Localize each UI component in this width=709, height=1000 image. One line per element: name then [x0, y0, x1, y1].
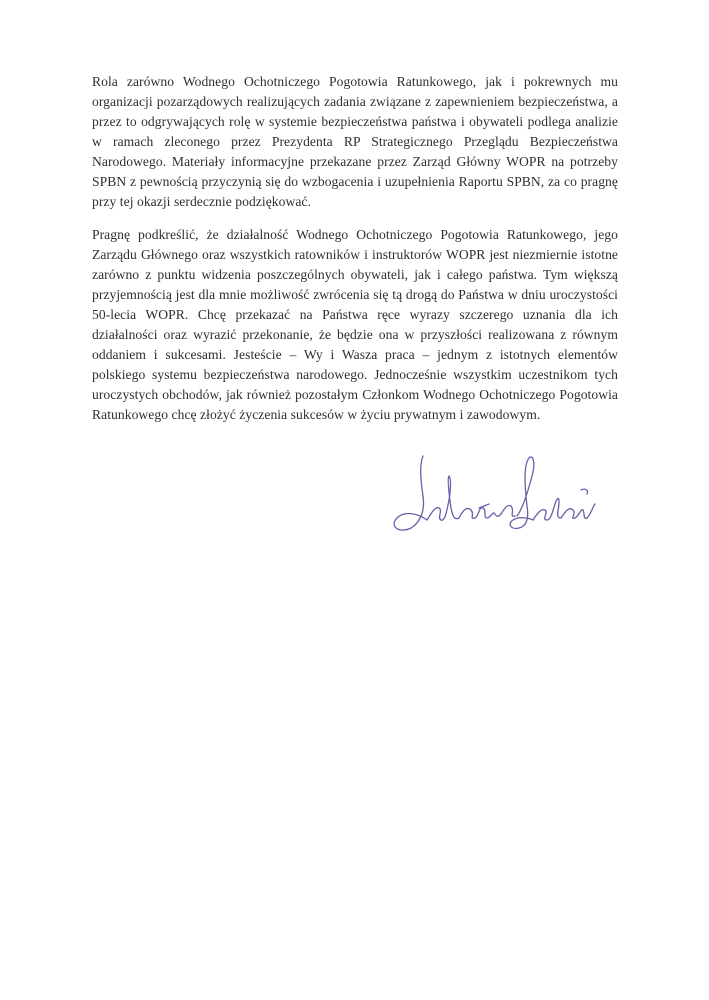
paragraph-1: Rola zarówno Wodnego Ochotniczego Pogotowia Ratunkowego, jak i pokrewnych mu organizacji pozarządowych realizujących zadania związane z zapewnieniem bezpieczeństwa, a przez to odgrywających rolę w systemie bezpieczeństwa państwa i obywateli podlega analizie w ramach zleconego przez Prezydenta RP Strategicznego Przeglądu Bezpieczeństwa Narodowego. Materiały informacyjne przekazane przez Zarząd Główny WOPR na potrzeby SPBN z pewnością przyczynią się do wzbogacenia i uzupełnienia Raportu SPBN, za co pragnę przy tej okazji serdecznie podziękować. — [92, 74, 618, 209]
letter-body — [92, 72, 618, 438]
handwritten-signature — [383, 448, 603, 542]
paragraph-2: Pragnę podkreślić, że działalność Wodnego Ochotniczego Pogotowia Ratunkowego, jego Zarządu Głównego oraz wszystkich ratowników i instruktorów WOPR jest niezmiernie istotne zarówno z punktu widzenia poszczególnych obywateli, jak i całego państwa. Tym większą przyjemnością jest dla mnie możliwość zwrócenia się tą drogą do Państwa w dniu uroczystości 50-lecia WOPR. Chcę przekazać na Państwa ręce wyrazy szczerego uznania dla ich działalności oraz wyrazić przekonanie, że będzie ona w przyszłości realizowana z równym oddaniem i sukcesami. Jesteście – Wy i Wasza praca – jednym z istotnych elementów polskiego systemu bezpieczeństwa narodowego. Jednocześnie wszystkim uczestnikom tych uroczystych obchodów, jak również pozostałym Członkom Wodnego Ochotniczego Pogotowia Ratunkowego chcę złożyć życzenia sukcesów w życiu prywatnym i zawodowym. — [92, 227, 618, 422]
signature-icon — [383, 448, 603, 542]
